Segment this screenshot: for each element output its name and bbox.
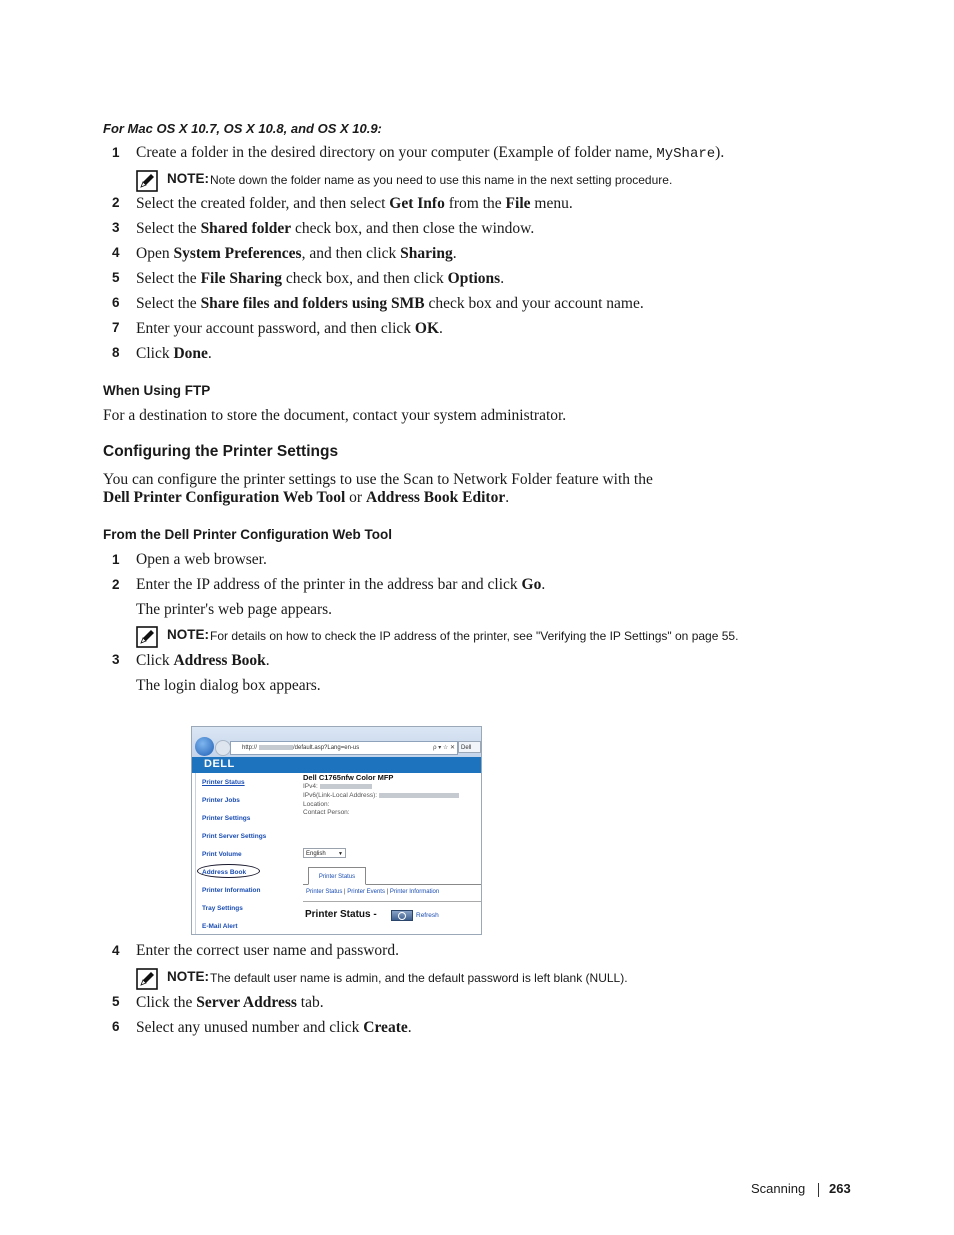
step-number: 6 [112, 1019, 120, 1034]
header-banner [192, 757, 481, 773]
nav-tray-settings: Tray Settings [202, 905, 243, 912]
address-bar: http:// /default.asp?Lang=en-us ρ ▾ ☆ ✕ [230, 741, 458, 755]
step-text: Open System Preferences, and then click Sharing. [136, 245, 457, 262]
config-body-line1: You can configure the printer settings to use the Scan to Network Folder feature with the [103, 471, 653, 488]
web-tool-screenshot [191, 726, 482, 935]
step-number: 1 [112, 145, 120, 160]
nav-divider [195, 773, 196, 934]
note-pencil-icon [136, 170, 158, 192]
contact-row: Contact Person: [303, 809, 350, 816]
nav-print-server-settings: Print Server Settings [202, 833, 267, 840]
browser-tab: Dell [458, 741, 481, 753]
forward-arrow-icon [215, 740, 231, 756]
ipv6-row: IPv6(Link-Local Address): [303, 792, 459, 799]
address-book-highlight [197, 864, 260, 878]
nav-printer-settings: Printer Settings [202, 815, 251, 822]
step-number: 2 [112, 577, 120, 592]
refresh-link: Refresh [416, 912, 439, 919]
step-text: Enter the correct user name and password. [136, 942, 399, 959]
step-text: Enter your account password, and then click OK. [136, 320, 443, 337]
nav-address-book: Address Book [202, 869, 247, 876]
step-number: 3 [112, 220, 120, 235]
ftp-body: For a destination to store the document, contact your system administrator. [103, 407, 567, 424]
sub-links: Printer Status | Printer Events | Printer Information [306, 889, 440, 895]
language-select: English ▼ [303, 848, 346, 858]
printer-status-title: Printer Status - [305, 909, 377, 920]
nav-printer-jobs: Printer Jobs [202, 797, 240, 804]
step-number: 5 [112, 270, 120, 285]
step-number: 6 [112, 295, 120, 310]
back-arrow-icon [195, 737, 214, 756]
step-result: The login dialog box appears. [136, 677, 321, 694]
config-body-line2: Dell Printer Configuration Web Tool or Address Book Editor. [103, 489, 510, 506]
nav-printer-information: Printer Information [202, 887, 261, 894]
step-text: Select the File Sharing check box, and then click Options. [136, 270, 505, 287]
ipv4-row: IPv4: [303, 783, 372, 790]
step-number: 1 [112, 552, 120, 567]
printer-model: Dell C1765nfw Color MFP [303, 773, 394, 782]
step-number: 8 [112, 345, 120, 360]
step-text: Click Address Book. [136, 652, 270, 669]
mac-heading: For Mac OS X 10.7, OS X 10.8, and OS X 10.9: [103, 121, 382, 136]
step-number: 5 [112, 994, 120, 1009]
nav-email-alert: E-Mail Alert [202, 923, 238, 930]
step-text: Click Done. [136, 345, 212, 362]
nav-printer-status: Printer Status [202, 779, 245, 786]
step-text: Select the created folder, and then select Get Info from the File menu. [136, 195, 573, 212]
step-text: Click the Server Address tab. [136, 994, 324, 1011]
note-pencil-icon [136, 626, 158, 648]
step-result: The printer's web page appears. [136, 601, 333, 618]
folder-name-code: MyShare [656, 146, 716, 162]
step-text: Enter the IP address of the printer in the address bar and click Go. [136, 576, 546, 593]
step-number: 4 [112, 245, 120, 260]
footer-divider [818, 1183, 819, 1197]
nav-print-volume: Print Volume [202, 851, 242, 858]
step-text: Select the Shared folder check box, and then close the window. [136, 220, 535, 237]
note-pencil-icon [136, 968, 158, 990]
footer-section: Scanning [751, 1181, 806, 1196]
webtool-heading: From the Dell Printer Configuration Web Tool [103, 527, 392, 542]
refresh-icon [391, 910, 413, 921]
step-number: 7 [112, 320, 120, 335]
location-row: Location: [303, 801, 330, 808]
page-number: 263 [829, 1181, 851, 1196]
tab-printer-status: Printer Status [308, 867, 366, 885]
chevron-down-icon: ▼ [338, 851, 343, 857]
config-heading: Configuring the Printer Settings [103, 443, 339, 460]
step-number: 4 [112, 943, 120, 958]
step-text: Create a folder in the desired directory on your computer (Example of folder name, MyShare). [136, 144, 725, 162]
sub-divider [303, 901, 481, 902]
ftp-heading: When Using FTP [103, 383, 211, 398]
address-controls-icon: ρ ▾ ☆ ✕ [433, 745, 455, 751]
step-text: Select any unused number and click Create. [136, 1019, 412, 1036]
step-number: 2 [112, 195, 120, 210]
step-text: Select the Share files and folders using SMB check box and your account name. [136, 295, 644, 312]
step-number: 3 [112, 652, 120, 667]
step-text: Open a web browser. [136, 551, 267, 568]
dell-logo: DELL [204, 758, 235, 770]
